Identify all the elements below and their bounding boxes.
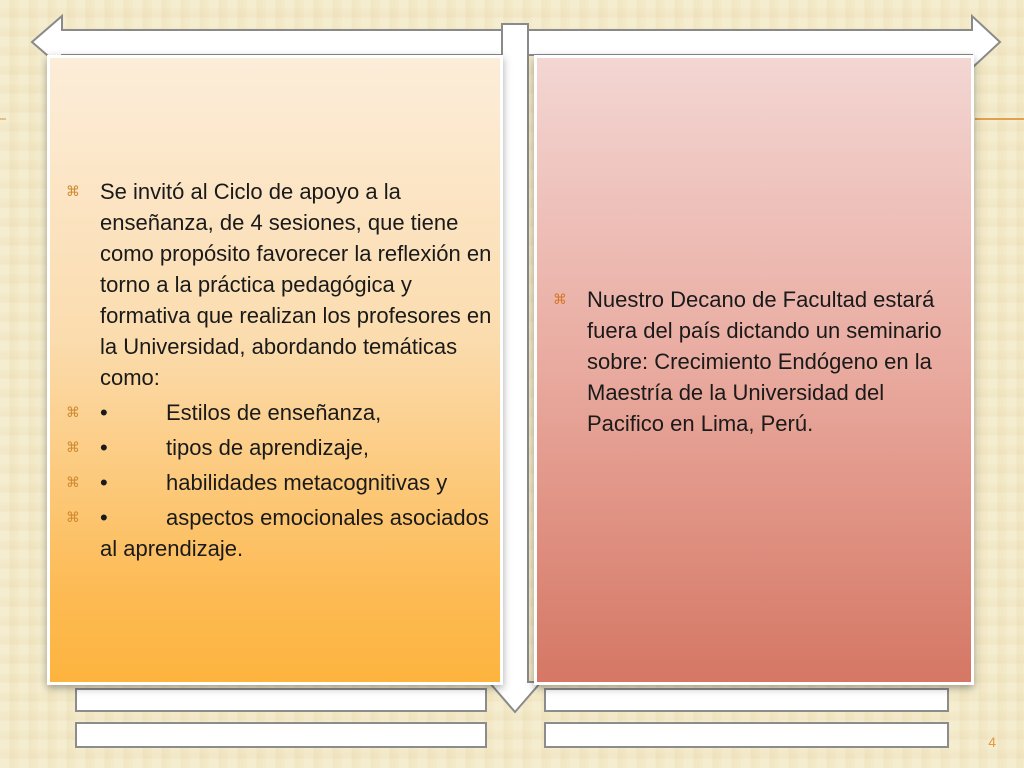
- left-bullet-list: [60, 176, 492, 568]
- cross-mark-icon: ⌘: [66, 509, 80, 525]
- sub-bullet: •: [100, 400, 108, 425]
- list-item: [60, 432, 492, 463]
- cross-mark-icon: ⌘: [553, 291, 567, 307]
- cross-mark-icon: ⌘: [66, 439, 80, 455]
- list-item: [60, 176, 492, 393]
- cross-mark-icon: ⌘: [66, 474, 80, 490]
- list-item-text: habilidades metacognitivas y: [166, 470, 448, 495]
- list-item: [60, 467, 492, 498]
- cross-mark-icon: ⌘: [66, 404, 80, 420]
- list-item: [60, 502, 492, 564]
- sub-bullet: •: [100, 470, 108, 495]
- list-item: [547, 284, 947, 439]
- page-number: 4: [988, 734, 996, 750]
- list-item-text: aspectos emocionales asociados al aprendizaje.: [100, 505, 489, 561]
- list-item-text: Estilos de enseñanza,: [166, 400, 382, 425]
- right-content-panel: [534, 55, 974, 685]
- list-item-text: Se invitó al Ciclo de apoyo a la enseñanza, de 4 sesiones, que tiene como propósito favorecer la reflexión en torno a la práctica pedagógica y formativa que realizan los profesores en la Universidad, abordando temáticas como:: [100, 179, 492, 390]
- list-item-text: tipos de aprendizaje,: [166, 435, 370, 460]
- sub-bullet: •: [100, 505, 108, 530]
- list-item: [60, 397, 492, 428]
- right-bullet-list: [547, 284, 947, 443]
- left-content-panel: [47, 55, 503, 685]
- cross-mark-icon: ⌘: [66, 183, 80, 199]
- sub-bullet: •: [100, 435, 108, 460]
- list-item-text: Nuestro Decano de Facultad estará fuera del país dictando un seminario sobre: Crecimiento Endógeno en la Maestría de la Universidad del Pacifico en Lima, Perú.: [587, 287, 942, 436]
